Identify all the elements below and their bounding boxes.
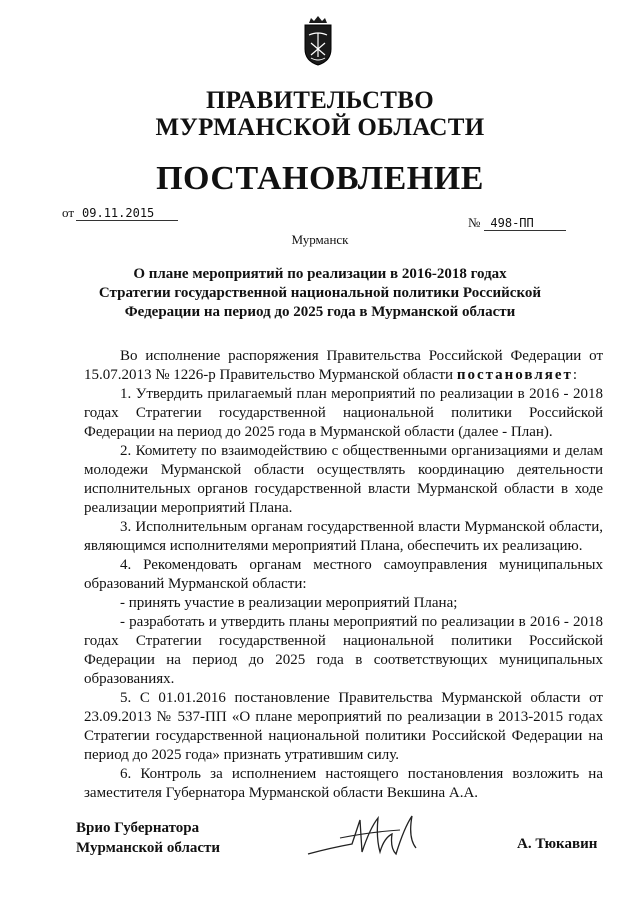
document-date: 09.11.2015 (76, 206, 178, 221)
date-row (62, 205, 178, 221)
document-type-title: ПОСТАНОВЛЕНИЕ (156, 160, 484, 197)
handwritten-signature (300, 808, 440, 866)
document-subject (60, 265, 580, 322)
number-row (468, 215, 566, 231)
item-2: 2. Комитету по взаимодействию с общественными организациями и делам молодежи Мурманской области осуществлять координацию деятельности исполнительных органов государственной власти Мурманской области в ходе реализации мероприятий Плана. (84, 443, 603, 516)
item-4-b: - разработать и утвердить планы мероприятий по реализации в 2016 - 2018 годах Стратегии государственной национальной политики Российской Федерации на период до 2025 года в соответствующих муниципальных образованиях. (84, 614, 603, 687)
item-4: 4. Рекомендовать органам местного самоуправления муниципальных образований Мурманской области: (84, 557, 603, 592)
subject-line2: Стратегии государственной национальной политики Российской (98, 285, 542, 301)
position-line1: Врио Губернатора (76, 820, 200, 836)
signatory-name: А. Тюкавин (517, 836, 598, 852)
position-line2: Мурманской области (76, 840, 221, 856)
item-3: 3. Исполнительным органам государственной власти Мурманской области, являющимся исполнителями мероприятий Плана, обеспечить их реализацию. (84, 519, 603, 554)
intro-paragraph (84, 347, 603, 385)
item-5: 5. С 01.01.2016 постановление Правительства Мурманской области от 23.09.2013 № 537-ПП «О плане мероприятий по реализации в 2013-2015 годах Стратегии государственной национальной политики Российской Федерации на период до 2025 года» признать утратившим силу. (84, 690, 603, 763)
intro-text: Во исполнение распоряжения Правительства Российской Федерации от 15.07.2013 № 1226-р Правительство Мурманской области (84, 348, 603, 383)
number-label: № (468, 215, 481, 230)
subject-line3: Федерации на период до 2025 года в Мурманской области (124, 304, 516, 320)
item-1: 1. Утвердить прилагаемый план мероприятий по реализации в 2016 - 2018 годах Стратегии государственной национальной политики Российской Федерации на период до 2025 года в Мурманской области (далее - План). (84, 386, 603, 440)
government-name-line2: МУРМАНСКОЙ ОБЛАСТИ (155, 114, 485, 141)
signatory-position (76, 818, 220, 858)
document-body (84, 347, 603, 803)
item-6: 6. Контроль за исполнением настоящего постановления возложить на заместителя Губернатора Мурманской области Векшина А.А. (84, 766, 603, 801)
government-name-line1: ПРАВИТЕЛЬСТВО (206, 87, 434, 114)
item-4-a: - принять участие в реализации мероприятий Плана; (120, 595, 458, 611)
decree-word: постановляет (456, 367, 573, 383)
document-number: 498-ПП (484, 216, 566, 231)
date-label: от (62, 205, 75, 220)
subject-line1: О плане мероприятий по реализации в 2016-2018 годах (133, 266, 507, 282)
city: Мурманск (291, 232, 349, 247)
intro-end: : (572, 367, 578, 383)
coat-of-arms-icon (297, 15, 339, 67)
